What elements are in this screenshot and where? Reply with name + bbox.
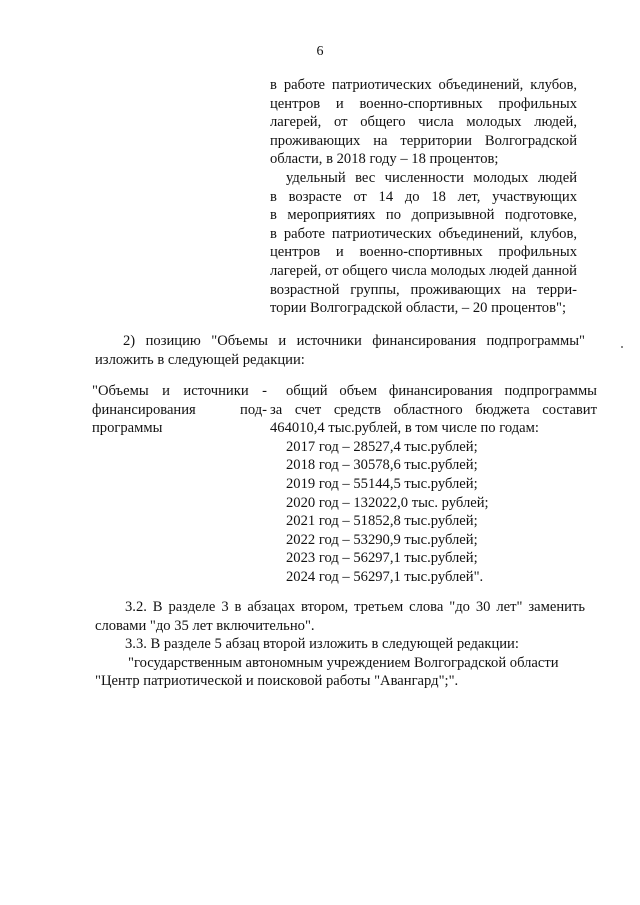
goal-indicators-text [270,76,577,318]
year-row: 2020 год – 132022,0 тыс. рублей; [286,494,489,511]
text-line: области, в 2018 году – 18 процентов; [270,151,499,168]
text-line: лагерей, от общего числа молодых людей, [270,114,577,131]
page-number: 6 [316,44,324,59]
text-line: центров и военно-спортивных профильных [270,244,577,261]
text-line: "Объемы и источники - [92,383,267,399]
year-row: 2023 год – 56297,1 тыс.рублей; [286,550,478,567]
text-line: 464010,4 тыс.рублей, в том числе по годам: [270,420,539,437]
text-line: тории Волгоградской области, – 20 процентов"; [270,300,567,317]
section-3-3-line: "Центр патриотической и поисковой работы "Авангард";". [95,673,459,690]
sections-3-2-3-3 [95,598,585,691]
text-line: 2) позицию "Объемы и источники финансирования подпрограммы" [123,333,585,349]
text-line: общий объем финансирования подпрограммы [286,383,597,399]
text-line: за счет средств областного бюджета составит [270,401,597,418]
text-line: финансирования под- [92,401,267,418]
year-row: 2019 год – 55144,5 тыс.рублей; [286,475,478,492]
scan-speck [621,346,623,348]
text-line: программы [92,420,163,437]
text-line: проживающих на территории Волгоградской [270,132,577,149]
text-line: возрастной группы, проживающих на терри- [270,281,577,298]
text-line: в мероприятиях по допризывной подготовке, [270,207,577,224]
funding-value [270,382,597,587]
year-row: 2017 год – 28527,4 тыс.рублей; [286,438,478,455]
text-line: в возрасте от 14 до 18 лет, участвующих [270,188,577,205]
text-line: центров и военно-спортивных профильных [270,95,577,112]
text-line: лагерей, от общего числа молодых людей данной [270,262,577,279]
section-3-3-line: "государственным автономным учреждением Волгоградской области [128,654,559,671]
item-2-paragraph [95,332,585,369]
text-line: в работе патриотических объединений, клубов, [270,225,577,242]
text-line: удельный вес численности молодых людей [286,169,577,186]
funding-label [92,382,267,438]
year-row: 2021 год – 51852,8 тыс.рублей; [286,513,478,530]
section-3-2-line: 3.2. В разделе 3 в абзацах втором, третьем слова "до 30 лет" заменить [125,599,585,615]
year-row: 2022 год – 53290,9 тыс.рублей; [286,531,478,548]
section-3-3-line: 3.3. В разделе 5 абзац второй изложить в следующей редакции: [125,636,519,653]
year-row: 2024 год – 56297,1 тыс.рублей". [286,568,484,585]
year-row: 2018 год – 30578,6 тыс.рублей; [286,457,478,474]
text-line: изложить в следующей редакции: [95,351,305,368]
text-line: в работе патриотических объединений, клубов, [270,77,577,93]
section-3-2-line: словами "до 35 лет включительно". [95,617,315,634]
